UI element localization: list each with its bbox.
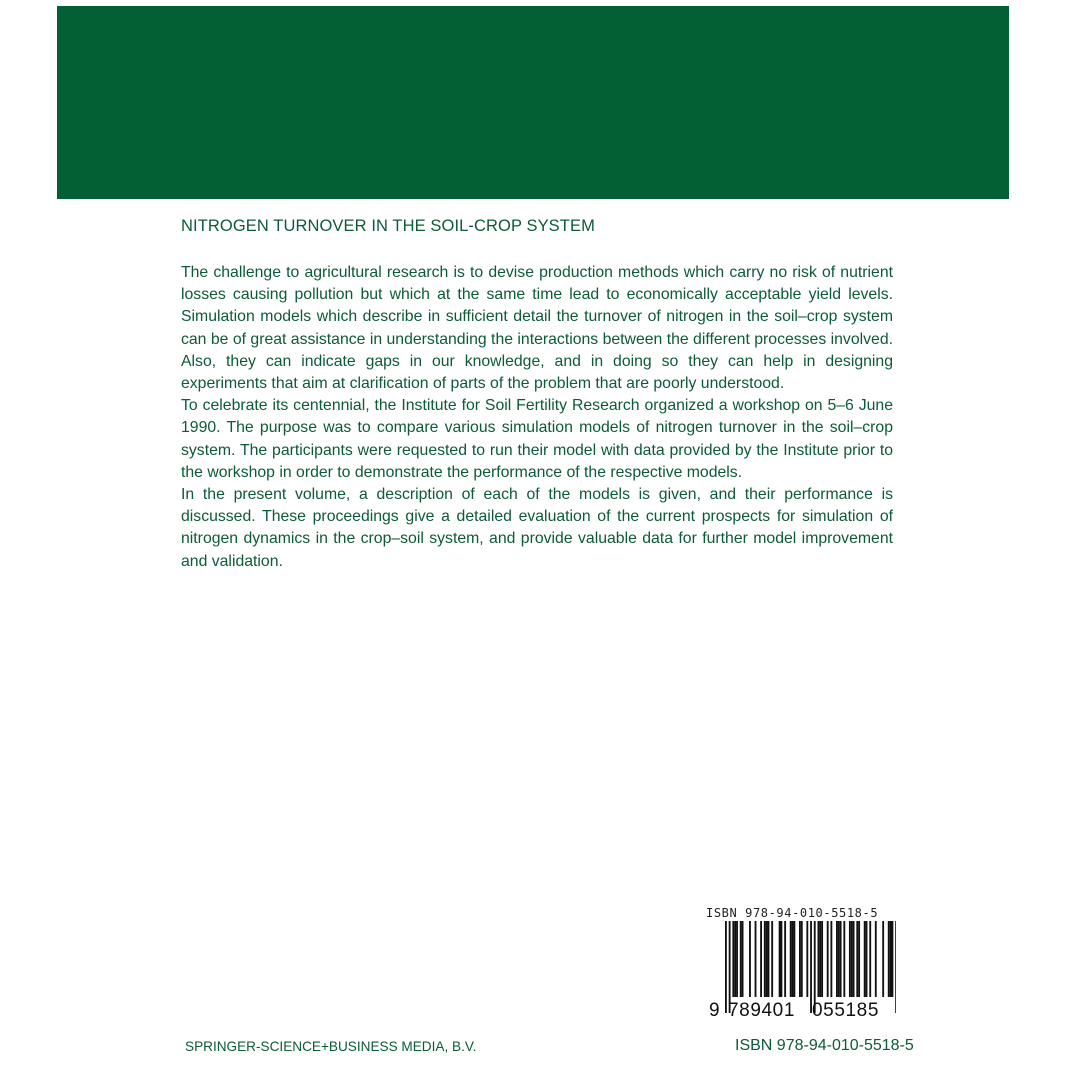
barcode-bar <box>858 921 860 997</box>
barcode-bar <box>853 921 855 997</box>
barcode-bar <box>736 921 738 997</box>
isbn-number: ISBN 978-94-010-5518-5 <box>735 1037 914 1054</box>
barcode-bar <box>755 921 757 997</box>
barcode-bar <box>830 921 832 997</box>
barcode-bar <box>892 921 894 997</box>
green-header-band <box>57 6 1009 199</box>
barcode-bar <box>793 921 795 997</box>
barcode-first-digit: 9 <box>709 1000 720 1021</box>
back-cover-blurb <box>181 262 893 573</box>
barcode-bar <box>875 921 877 997</box>
barcode-bar <box>768 921 770 997</box>
barcode-bar <box>749 921 751 997</box>
barcode-right-digits: 055185 <box>812 1000 880 1021</box>
barcode-left-digits: 789401 <box>728 1000 796 1021</box>
barcode-bar <box>843 921 845 997</box>
barcode-bar <box>734 921 736 997</box>
barcode-bar <box>890 921 892 997</box>
barcode-bar <box>866 921 868 997</box>
barcode-bar <box>799 921 801 997</box>
blurb-paragraph-1: The challenge to agricultural research is to devise production methods which carry no risk of nutrient losses causing pollution but which at the same time lead to economically acceptable yield levels. Simulation models which describe in sufficient detail the turnover of nitrogen in the soil–crop system can be of great assistance in understanding the interactions between the different processes involved. Also, they can indicate gaps in our knowledge, and in doing so they can help in designing experiments that aim at clarification of parts of the problem that are poorly understood. <box>181 264 893 393</box>
barcode-bar <box>732 921 734 997</box>
blurb-paragraph-3: In the present volume, a description of each of the models is given, and their performance is discussed. These proceedings give a detailed evaluation of the current prospects for simulation of nitrogen dynamics in the crop–soil system, and provide valuable data for further model improvement and validation. <box>181 486 893 570</box>
barcode-bar <box>801 921 803 997</box>
barcode-bar <box>806 921 808 997</box>
barcode-isbn-label: ISBN 978-94-010-5518-5 <box>706 906 879 920</box>
barcode-bar <box>792 921 794 997</box>
barcode-bar <box>818 921 820 997</box>
book-title: NITROGEN TURNOVER IN THE SOIL-CROP SYSTEM <box>181 217 595 235</box>
barcode-bar <box>740 921 742 997</box>
barcode-bar <box>790 921 792 997</box>
barcode-bar <box>895 921 896 1013</box>
barcode-bar <box>781 921 783 997</box>
barcode-bar <box>838 921 840 997</box>
barcode-bar <box>836 921 838 997</box>
barcode-bar <box>856 921 858 997</box>
barcode-bar <box>742 921 744 997</box>
barcode-bar <box>864 921 866 997</box>
barcode-bar <box>851 921 853 997</box>
publisher-name: SPRINGER-SCIENCE+BUSINESS MEDIA, B.V. <box>185 1039 477 1054</box>
barcode-bar <box>725 921 727 1013</box>
blurb-paragraph-2: To celebrate its centennial, the Institute for Soil Fertility Research organized a workshop on 5–6 June 1990. The purpose was to compare various simulation models of nitrogen turnover in the soil–crop system. The participants were requested to run their model with data provided by the Institute prior to the workshop in order to demonstrate the performance of the respective models. <box>181 397 893 481</box>
barcode-bar <box>766 921 768 997</box>
barcode-bar <box>760 921 762 997</box>
barcode-bar <box>869 921 871 997</box>
barcode-bar <box>764 921 766 997</box>
barcode-bar <box>849 921 851 997</box>
barcode-bar <box>840 921 842 997</box>
barcode-bar <box>819 921 821 997</box>
barcode-bar <box>784 921 786 997</box>
barcode-bar <box>827 921 829 997</box>
barcode-bar <box>821 921 823 997</box>
barcode-bar <box>771 921 773 997</box>
barcode-bar <box>888 921 890 997</box>
barcode-bar <box>779 921 781 997</box>
isbn-barcode <box>706 921 896 1021</box>
barcode-bar <box>882 921 884 997</box>
